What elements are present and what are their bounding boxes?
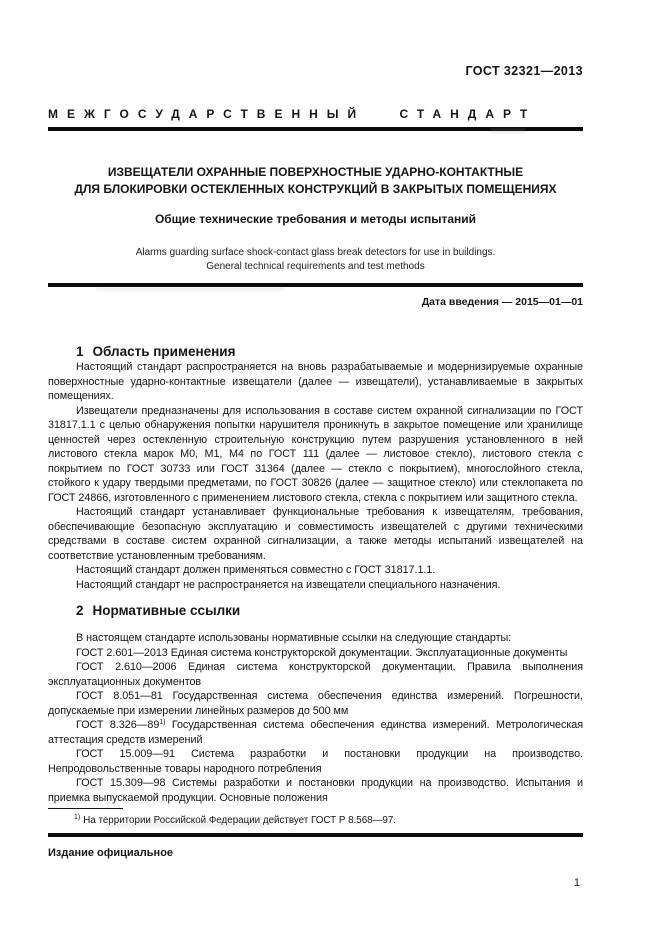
title-rule (48, 283, 583, 287)
reference-item: ГОСТ 15.009—91 Система разработки и постановки продукции на производство. Непродовольственные товары народного потребления (48, 748, 583, 775)
reference-item: ГОСТ 8.051—81 Государственная система обеспечения единства измерений. Погрешности, допускаемые при измерении линейных размеров до 500 мм (48, 690, 583, 717)
page-content (48, 0, 583, 890)
effective-date: Дата введения — 2015—01—01 (421, 296, 583, 308)
reference-item: ГОСТ 2.610—2006 Единая система конструкторской документации. Правила выполнения эксплуатационных документов (48, 661, 583, 688)
body-paragraph: Настоящий стандарт должен применяться совместно с ГОСТ 31817.1.1. (76, 564, 436, 576)
footnote (48, 815, 583, 827)
body-paragraph: Извещатели предназначены для использования в составе систем охранной сигнализации по ГОСТ 31817.1.1 с целью обнаружения попытки нарушителя проникнуть в закрытое помещение или хранилище ценностей через остекленную строительную конструкцию путем разрушения установленного в ней листового стекла марок М0, М1, М4 по ГОСТ 111 (далее — листовое стекло), листового стекла с покрытием по ГОСТ 30733 или ГОСТ 31364 (далее — стекло с покрытием), многослойного стекла, стойкого к удару твердыми предметами, по ГОСТ 30826 (далее — защитное стекло) или стеклопакета по ГОСТ 24866, изготовленного с применением листового стекла, стекла с покрытием или защитного стекла. (48, 404, 583, 504)
section-heading-scope (48, 344, 583, 360)
page-number: 1 (573, 876, 580, 889)
body-paragraph: Настоящий стандарт устанавливает функциональные требования к извещателям, требования, обеспечивающие безопасную эксплуатацию и совместимость извещателей с другими техническими средствами в составе систем охранной сигнализации, а также методы испытаний извещателей на соответствие установленным требованиям. (48, 506, 583, 562)
footnote-separator (48, 808, 123, 809)
title-en-line2: General technical requirements and test methods (206, 261, 425, 272)
footnote-marker: 1) (74, 814, 81, 821)
section-number: 2 (76, 603, 84, 618)
reference-item: ГОСТ 8.326—89$^{1)}$ Государственная система обеспечения единства измерений. Метрологическая аттестация средств измерений (48, 719, 583, 746)
references-list (48, 631, 583, 805)
section-title: Область применения (92, 344, 236, 359)
section-title: Нормативные ссылки (92, 603, 241, 618)
title-en-line1: Alarms guarding surface shock-contact glass break detectors for use in buildings. (135, 247, 496, 258)
footnote-marker: 1) (159, 719, 166, 726)
section-heading-references (48, 603, 583, 619)
footer-rule (48, 833, 583, 837)
scope-paragraphs (48, 360, 583, 592)
document-title-en (48, 246, 583, 274)
body-paragraph: Настоящий стандарт не распространяется на извещатели специального назначения. (76, 578, 501, 591)
references-intro: В настоящем стандарте использованы нормативные ссылки на следующие стандарты: (76, 632, 512, 644)
doc-code: ГОСТ 32321—2013 (465, 64, 583, 78)
edition-label: Издание официальное (48, 846, 174, 859)
document-subtitle-ru: Общие технические требования и методы испытаний (154, 212, 477, 226)
interstate-standard-label: МЕЖГОСУДАРСТВЕННЫЙ СТАНДАРТ (48, 107, 537, 121)
title-ru-line1: ИЗВЕЩАТЕЛИ ОХРАННЫЕ ПОВЕРХНОСТНЫЕ УДАРНО-КОНТАКТНЫЕ (107, 165, 524, 179)
section-number: 1 (76, 344, 84, 359)
footnote-text: На территории Российской Федерации действует ГОСТ Р 8.568—97. (83, 815, 397, 826)
reference-item: ГОСТ 2.601—2013 Единая система конструкторской документации. Эксплуатационные документы (76, 646, 568, 659)
document-title-ru (48, 164, 583, 198)
body-paragraph: Настоящий стандарт распространяется на вновь разрабатываемые и модернизируемые охранные поверхностные ударно-контактные извещатели (далее — извещатели), устанавливаемые в закрытых помещениях. (48, 361, 583, 402)
header-rule (48, 127, 583, 131)
reference-item: ГОСТ 15.309—98 Системы разработки и постановки продукции на производство. Испытания и приемка выпускаемой продукции. Основные положения (48, 777, 583, 804)
title-ru-line2: ДЛЯ БЛОКИРОВКИ ОСТЕКЛЕННЫХ КОНСТРУКЦИЙ В ЗАКРЫТЫХ ПОМЕЩЕНИЯХ (74, 182, 557, 196)
